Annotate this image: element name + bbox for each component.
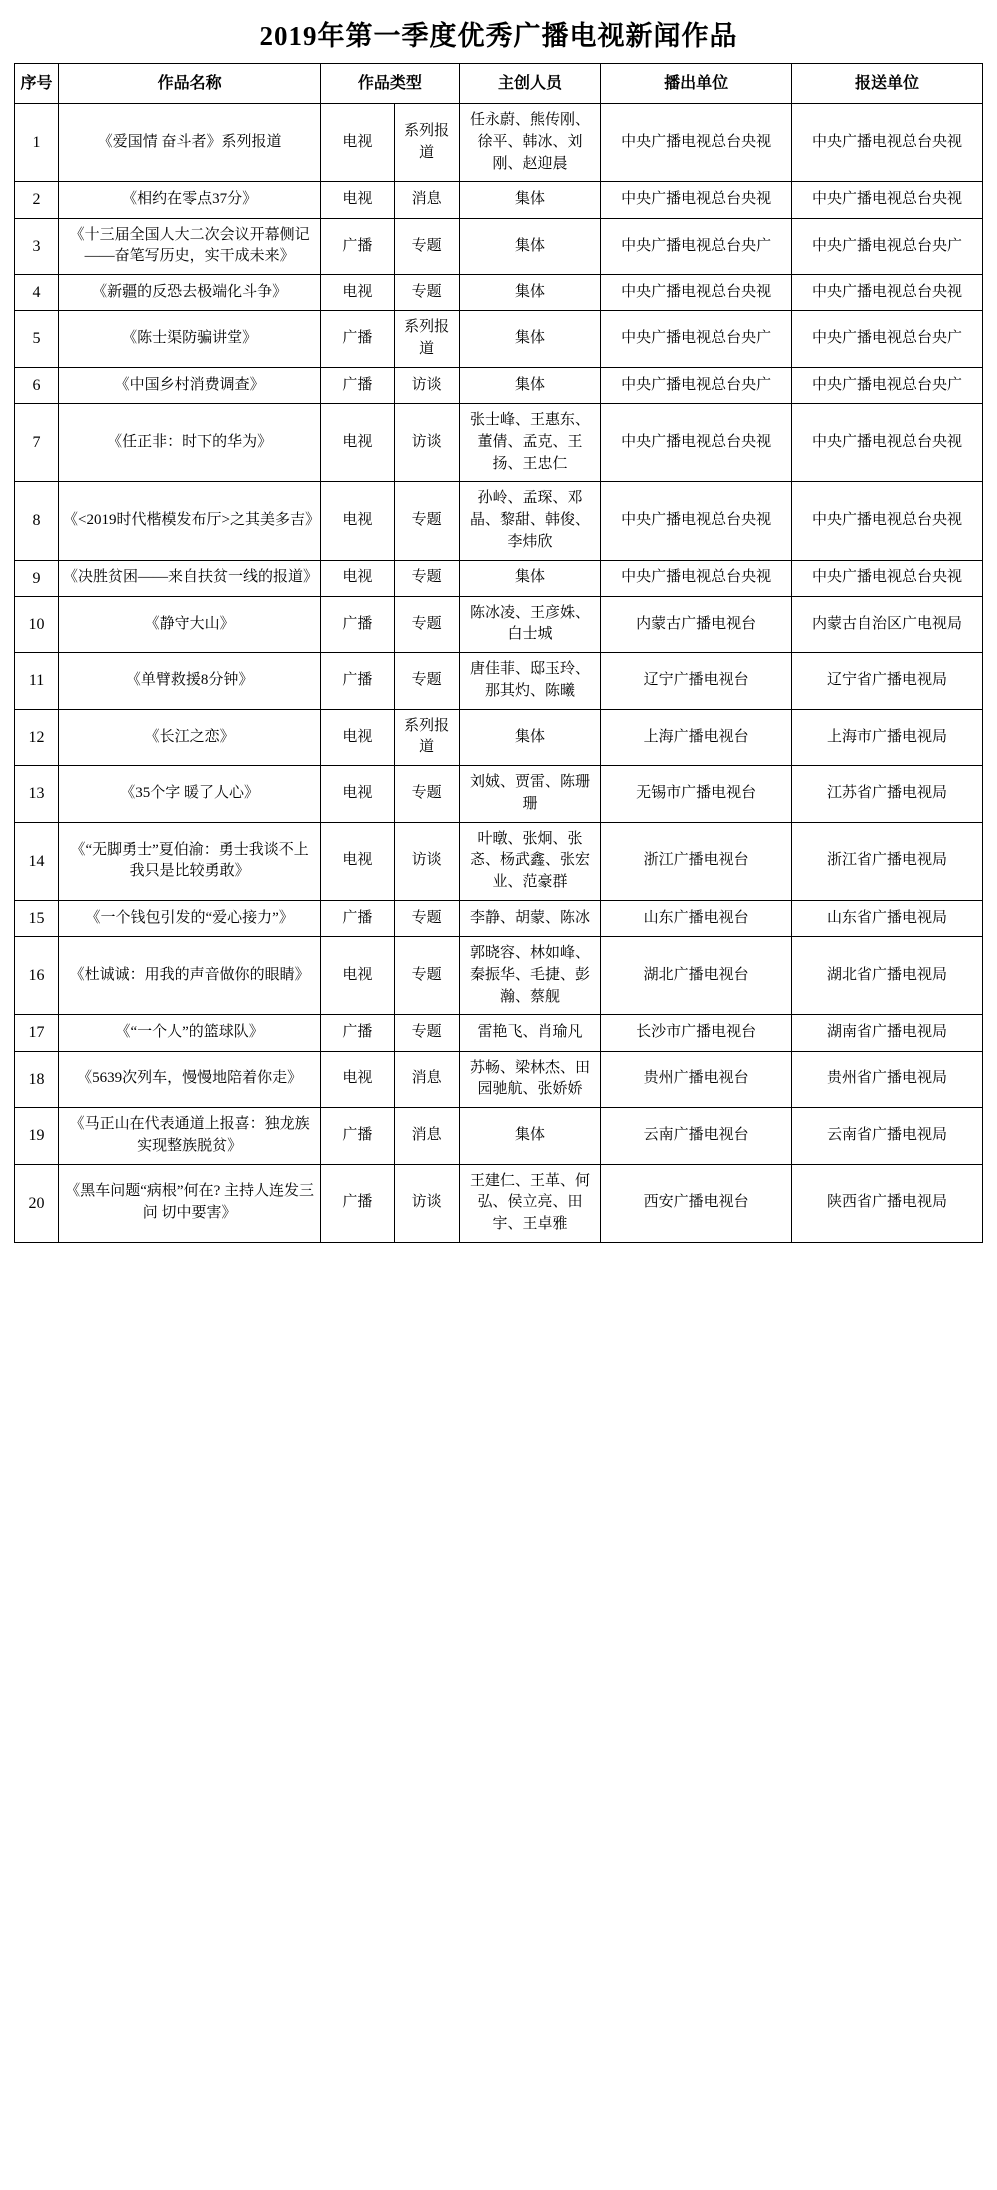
cell-work-name: 《中国乡村消费调查》 bbox=[59, 367, 321, 403]
cell-creators: 集体 bbox=[459, 560, 601, 596]
cell-creators: 刘娀、贾雷、陈珊珊 bbox=[459, 766, 601, 823]
cell-submitter: 陕西省广播电视局 bbox=[792, 1164, 983, 1242]
cell-category: 访谈 bbox=[394, 404, 459, 482]
cell-submitter: 云南省广播电视局 bbox=[792, 1108, 983, 1165]
cell-category: 专题 bbox=[394, 596, 459, 653]
column-header-no: 序号 bbox=[15, 64, 59, 104]
page-title: 2019年第一季度优秀广播电视新闻作品 bbox=[259, 21, 738, 51]
column-header-submitter: 报送单位 bbox=[792, 64, 983, 104]
cell-submitter: 中央广播电视总台央视 bbox=[792, 482, 983, 560]
cell-broadcaster: 中央广播电视总台央广 bbox=[601, 218, 792, 275]
cell-no: 20 bbox=[15, 1164, 59, 1242]
cell-work-name: 《一个钱包引发的“爱心接力”》 bbox=[59, 900, 321, 936]
cell-creators: 集体 bbox=[459, 182, 601, 218]
cell-work-name: 《陈士渠防骗讲堂》 bbox=[59, 311, 321, 368]
table-row bbox=[15, 1015, 983, 1051]
cell-work-name: 《“无脚勇士”夏伯渝：勇士我谈不上 我只是比较勇敢》 bbox=[59, 822, 321, 900]
table-row bbox=[15, 653, 983, 710]
cell-broadcaster: 上海广播电视台 bbox=[601, 709, 792, 766]
cell-submitter: 中央广播电视总台央视 bbox=[792, 560, 983, 596]
table-row bbox=[15, 1108, 983, 1165]
cell-submitter: 山东省广播电视局 bbox=[792, 900, 983, 936]
cell-creators: 陈冰凌、王彦姝、白士城 bbox=[459, 596, 601, 653]
cell-media-type: 广播 bbox=[321, 367, 394, 403]
cell-media-type: 电视 bbox=[321, 822, 394, 900]
cell-category: 专题 bbox=[394, 937, 459, 1015]
cell-broadcaster: 中央广播电视总台央视 bbox=[601, 275, 792, 311]
cell-creators: 孙岭、孟琛、邓晶、黎甜、韩俊、李炜欣 bbox=[459, 482, 601, 560]
cell-work-name: 《爱国情 奋斗者》系列报道 bbox=[59, 104, 321, 182]
cell-creators: 王建仁、王革、何弘、侯立亮、田宇、王卓雅 bbox=[459, 1164, 601, 1242]
cell-category: 专题 bbox=[394, 218, 459, 275]
cell-broadcaster: 贵州广播电视台 bbox=[601, 1051, 792, 1108]
cell-submitter: 上海市广播电视局 bbox=[792, 709, 983, 766]
cell-broadcaster: 中央广播电视总台央视 bbox=[601, 404, 792, 482]
cell-broadcaster: 中央广播电视总台央视 bbox=[601, 182, 792, 218]
cell-category: 系列报道 bbox=[394, 104, 459, 182]
cell-work-name: 《<2019时代楷模发布厅>之其美多吉》 bbox=[59, 482, 321, 560]
table-row bbox=[15, 560, 983, 596]
cell-no: 9 bbox=[15, 560, 59, 596]
cell-no: 17 bbox=[15, 1015, 59, 1051]
cell-creators: 雷艳飞、肖瑜凡 bbox=[459, 1015, 601, 1051]
cell-no: 3 bbox=[15, 218, 59, 275]
cell-category: 专题 bbox=[394, 900, 459, 936]
cell-category: 访谈 bbox=[394, 1164, 459, 1242]
cell-broadcaster: 湖北广播电视台 bbox=[601, 937, 792, 1015]
table-row bbox=[15, 482, 983, 560]
cell-work-name: 《“一个人”的篮球队》 bbox=[59, 1015, 321, 1051]
table-body bbox=[15, 104, 983, 1243]
cell-broadcaster: 中央广播电视总台央视 bbox=[601, 560, 792, 596]
table-row bbox=[15, 709, 983, 766]
cell-work-name: 《5639次列车，慢慢地陪着你走》 bbox=[59, 1051, 321, 1108]
cell-media-type: 电视 bbox=[321, 482, 394, 560]
cell-work-name: 《十三届全国人大二次会议开幕侧记——奋笔写历史，实干成未来》 bbox=[59, 218, 321, 275]
cell-broadcaster: 长沙市广播电视台 bbox=[601, 1015, 792, 1051]
cell-no: 18 bbox=[15, 1051, 59, 1108]
cell-category: 专题 bbox=[394, 482, 459, 560]
cell-work-name: 《任正非：时下的华为》 bbox=[59, 404, 321, 482]
cell-category: 消息 bbox=[394, 1108, 459, 1165]
cell-work-name: 《相约在零点37分》 bbox=[59, 182, 321, 218]
table-row bbox=[15, 367, 983, 403]
cell-media-type: 电视 bbox=[321, 1051, 394, 1108]
table-row bbox=[15, 218, 983, 275]
cell-creators: 张士峰、王惠东、董倩、孟克、王扬、王忠仁 bbox=[459, 404, 601, 482]
cell-work-name: 《杜诚诚：用我的声音做你的眼睛》 bbox=[59, 937, 321, 1015]
cell-creators: 集体 bbox=[459, 367, 601, 403]
column-header-broadcaster: 播出单位 bbox=[601, 64, 792, 104]
cell-creators: 集体 bbox=[459, 709, 601, 766]
cell-no: 15 bbox=[15, 900, 59, 936]
cell-no: 2 bbox=[15, 182, 59, 218]
cell-media-type: 电视 bbox=[321, 766, 394, 823]
cell-broadcaster: 云南广播电视台 bbox=[601, 1108, 792, 1165]
table-row bbox=[15, 1051, 983, 1108]
cell-no: 7 bbox=[15, 404, 59, 482]
cell-no: 13 bbox=[15, 766, 59, 823]
cell-media-type: 电视 bbox=[321, 275, 394, 311]
cell-work-name: 《新疆的反恐去极端化斗争》 bbox=[59, 275, 321, 311]
cell-submitter: 中央广播电视总台央视 bbox=[792, 104, 983, 182]
cell-work-name: 《35个字 暖了人心》 bbox=[59, 766, 321, 823]
cell-broadcaster: 西安广播电视台 bbox=[601, 1164, 792, 1242]
cell-no: 14 bbox=[15, 822, 59, 900]
cell-no: 1 bbox=[15, 104, 59, 182]
column-header-type: 作品类型 bbox=[321, 64, 459, 104]
cell-category: 专题 bbox=[394, 766, 459, 823]
column-header-people: 主创人员 bbox=[459, 64, 601, 104]
table-header-row bbox=[15, 64, 983, 104]
table-row bbox=[15, 1164, 983, 1242]
cell-category: 专题 bbox=[394, 275, 459, 311]
cell-media-type: 广播 bbox=[321, 1108, 394, 1165]
cell-submitter: 中央广播电视总台央广 bbox=[792, 311, 983, 368]
cell-no: 10 bbox=[15, 596, 59, 653]
cell-media-type: 电视 bbox=[321, 404, 394, 482]
cell-submitter: 浙江省广播电视局 bbox=[792, 822, 983, 900]
cell-work-name: 《黑车问题“病根”何在? 主持人连发三问 切中要害》 bbox=[59, 1164, 321, 1242]
cell-no: 19 bbox=[15, 1108, 59, 1165]
cell-category: 系列报道 bbox=[394, 709, 459, 766]
cell-media-type: 广播 bbox=[321, 596, 394, 653]
cell-creators: 叶暾、张炯、张忞、杨武鑫、张宏业、范豪群 bbox=[459, 822, 601, 900]
cell-broadcaster: 辽宁广播电视台 bbox=[601, 653, 792, 710]
table-row bbox=[15, 937, 983, 1015]
table-row bbox=[15, 766, 983, 823]
cell-broadcaster: 山东广播电视台 bbox=[601, 900, 792, 936]
table-row bbox=[15, 182, 983, 218]
cell-broadcaster: 中央广播电视总台央视 bbox=[601, 104, 792, 182]
cell-media-type: 电视 bbox=[321, 709, 394, 766]
cell-media-type: 电视 bbox=[321, 560, 394, 596]
cell-creators: 集体 bbox=[459, 311, 601, 368]
cell-no: 4 bbox=[15, 275, 59, 311]
cell-broadcaster: 中央广播电视总台央视 bbox=[601, 482, 792, 560]
cell-submitter: 中央广播电视总台央视 bbox=[792, 182, 983, 218]
table-row bbox=[15, 822, 983, 900]
table-row bbox=[15, 275, 983, 311]
cell-submitter: 贵州省广播电视局 bbox=[792, 1051, 983, 1108]
cell-no: 16 bbox=[15, 937, 59, 1015]
cell-media-type: 广播 bbox=[321, 653, 394, 710]
cell-media-type: 电视 bbox=[321, 104, 394, 182]
cell-submitter: 内蒙古自治区广电视局 bbox=[792, 596, 983, 653]
table-row bbox=[15, 104, 983, 182]
table-row bbox=[15, 596, 983, 653]
cell-media-type: 电视 bbox=[321, 937, 394, 1015]
cell-submitter: 江苏省广播电视局 bbox=[792, 766, 983, 823]
cell-category: 访谈 bbox=[394, 367, 459, 403]
cell-media-type: 广播 bbox=[321, 1164, 394, 1242]
cell-no: 5 bbox=[15, 311, 59, 368]
award-works-table bbox=[14, 63, 983, 1243]
cell-broadcaster: 中央广播电视总台央广 bbox=[601, 367, 792, 403]
cell-category: 专题 bbox=[394, 1015, 459, 1051]
cell-category: 消息 bbox=[394, 1051, 459, 1108]
cell-submitter: 辽宁省广播电视局 bbox=[792, 653, 983, 710]
cell-submitter: 中央广播电视总台央视 bbox=[792, 275, 983, 311]
cell-work-name: 《静守大山》 bbox=[59, 596, 321, 653]
table-row bbox=[15, 404, 983, 482]
cell-creators: 郭晓容、林如峰、秦振华、毛捷、彭瀚、蔡舰 bbox=[459, 937, 601, 1015]
cell-no: 11 bbox=[15, 653, 59, 710]
cell-media-type: 电视 bbox=[321, 182, 394, 218]
cell-broadcaster: 无锡市广播电视台 bbox=[601, 766, 792, 823]
cell-submitter: 中央广播电视总台央广 bbox=[792, 367, 983, 403]
cell-no: 8 bbox=[15, 482, 59, 560]
cell-creators: 集体 bbox=[459, 1108, 601, 1165]
cell-creators: 苏畅、梁林杰、田园驰航、张娇娇 bbox=[459, 1051, 601, 1108]
cell-category: 访谈 bbox=[394, 822, 459, 900]
cell-no: 6 bbox=[15, 367, 59, 403]
cell-no: 12 bbox=[15, 709, 59, 766]
table-row bbox=[15, 900, 983, 936]
column-header-name: 作品名称 bbox=[59, 64, 321, 104]
cell-category: 专题 bbox=[394, 653, 459, 710]
cell-submitter: 湖北省广播电视局 bbox=[792, 937, 983, 1015]
cell-category: 消息 bbox=[394, 182, 459, 218]
cell-creators: 集体 bbox=[459, 218, 601, 275]
cell-creators: 唐佳菲、邸玉玲、那其灼、陈曦 bbox=[459, 653, 601, 710]
cell-work-name: 《决胜贫困——来自扶贫一线的报道》 bbox=[59, 560, 321, 596]
cell-submitter: 湖南省广播电视局 bbox=[792, 1015, 983, 1051]
cell-submitter: 中央广播电视总台央广 bbox=[792, 218, 983, 275]
cell-creators: 任永蔚、熊传刚、徐平、韩冰、刘刚、赵迎晨 bbox=[459, 104, 601, 182]
cell-media-type: 广播 bbox=[321, 900, 394, 936]
cell-category: 专题 bbox=[394, 560, 459, 596]
cell-creators: 集体 bbox=[459, 275, 601, 311]
cell-broadcaster: 中央广播电视总台央广 bbox=[601, 311, 792, 368]
cell-media-type: 广播 bbox=[321, 1015, 394, 1051]
cell-work-name: 《单臂救援8分钟》 bbox=[59, 653, 321, 710]
cell-broadcaster: 内蒙古广播电视台 bbox=[601, 596, 792, 653]
cell-work-name: 《长江之恋》 bbox=[59, 709, 321, 766]
cell-media-type: 广播 bbox=[321, 218, 394, 275]
cell-creators: 李静、胡蒙、陈冰 bbox=[459, 900, 601, 936]
cell-submitter: 中央广播电视总台央视 bbox=[792, 404, 983, 482]
cell-broadcaster: 浙江广播电视台 bbox=[601, 822, 792, 900]
cell-media-type: 广播 bbox=[321, 311, 394, 368]
table-header bbox=[15, 64, 983, 104]
cell-category: 系列报道 bbox=[394, 311, 459, 368]
table-row bbox=[15, 311, 983, 368]
cell-work-name: 《马正山在代表通道上报喜：独龙族实现整族脱贫》 bbox=[59, 1108, 321, 1165]
